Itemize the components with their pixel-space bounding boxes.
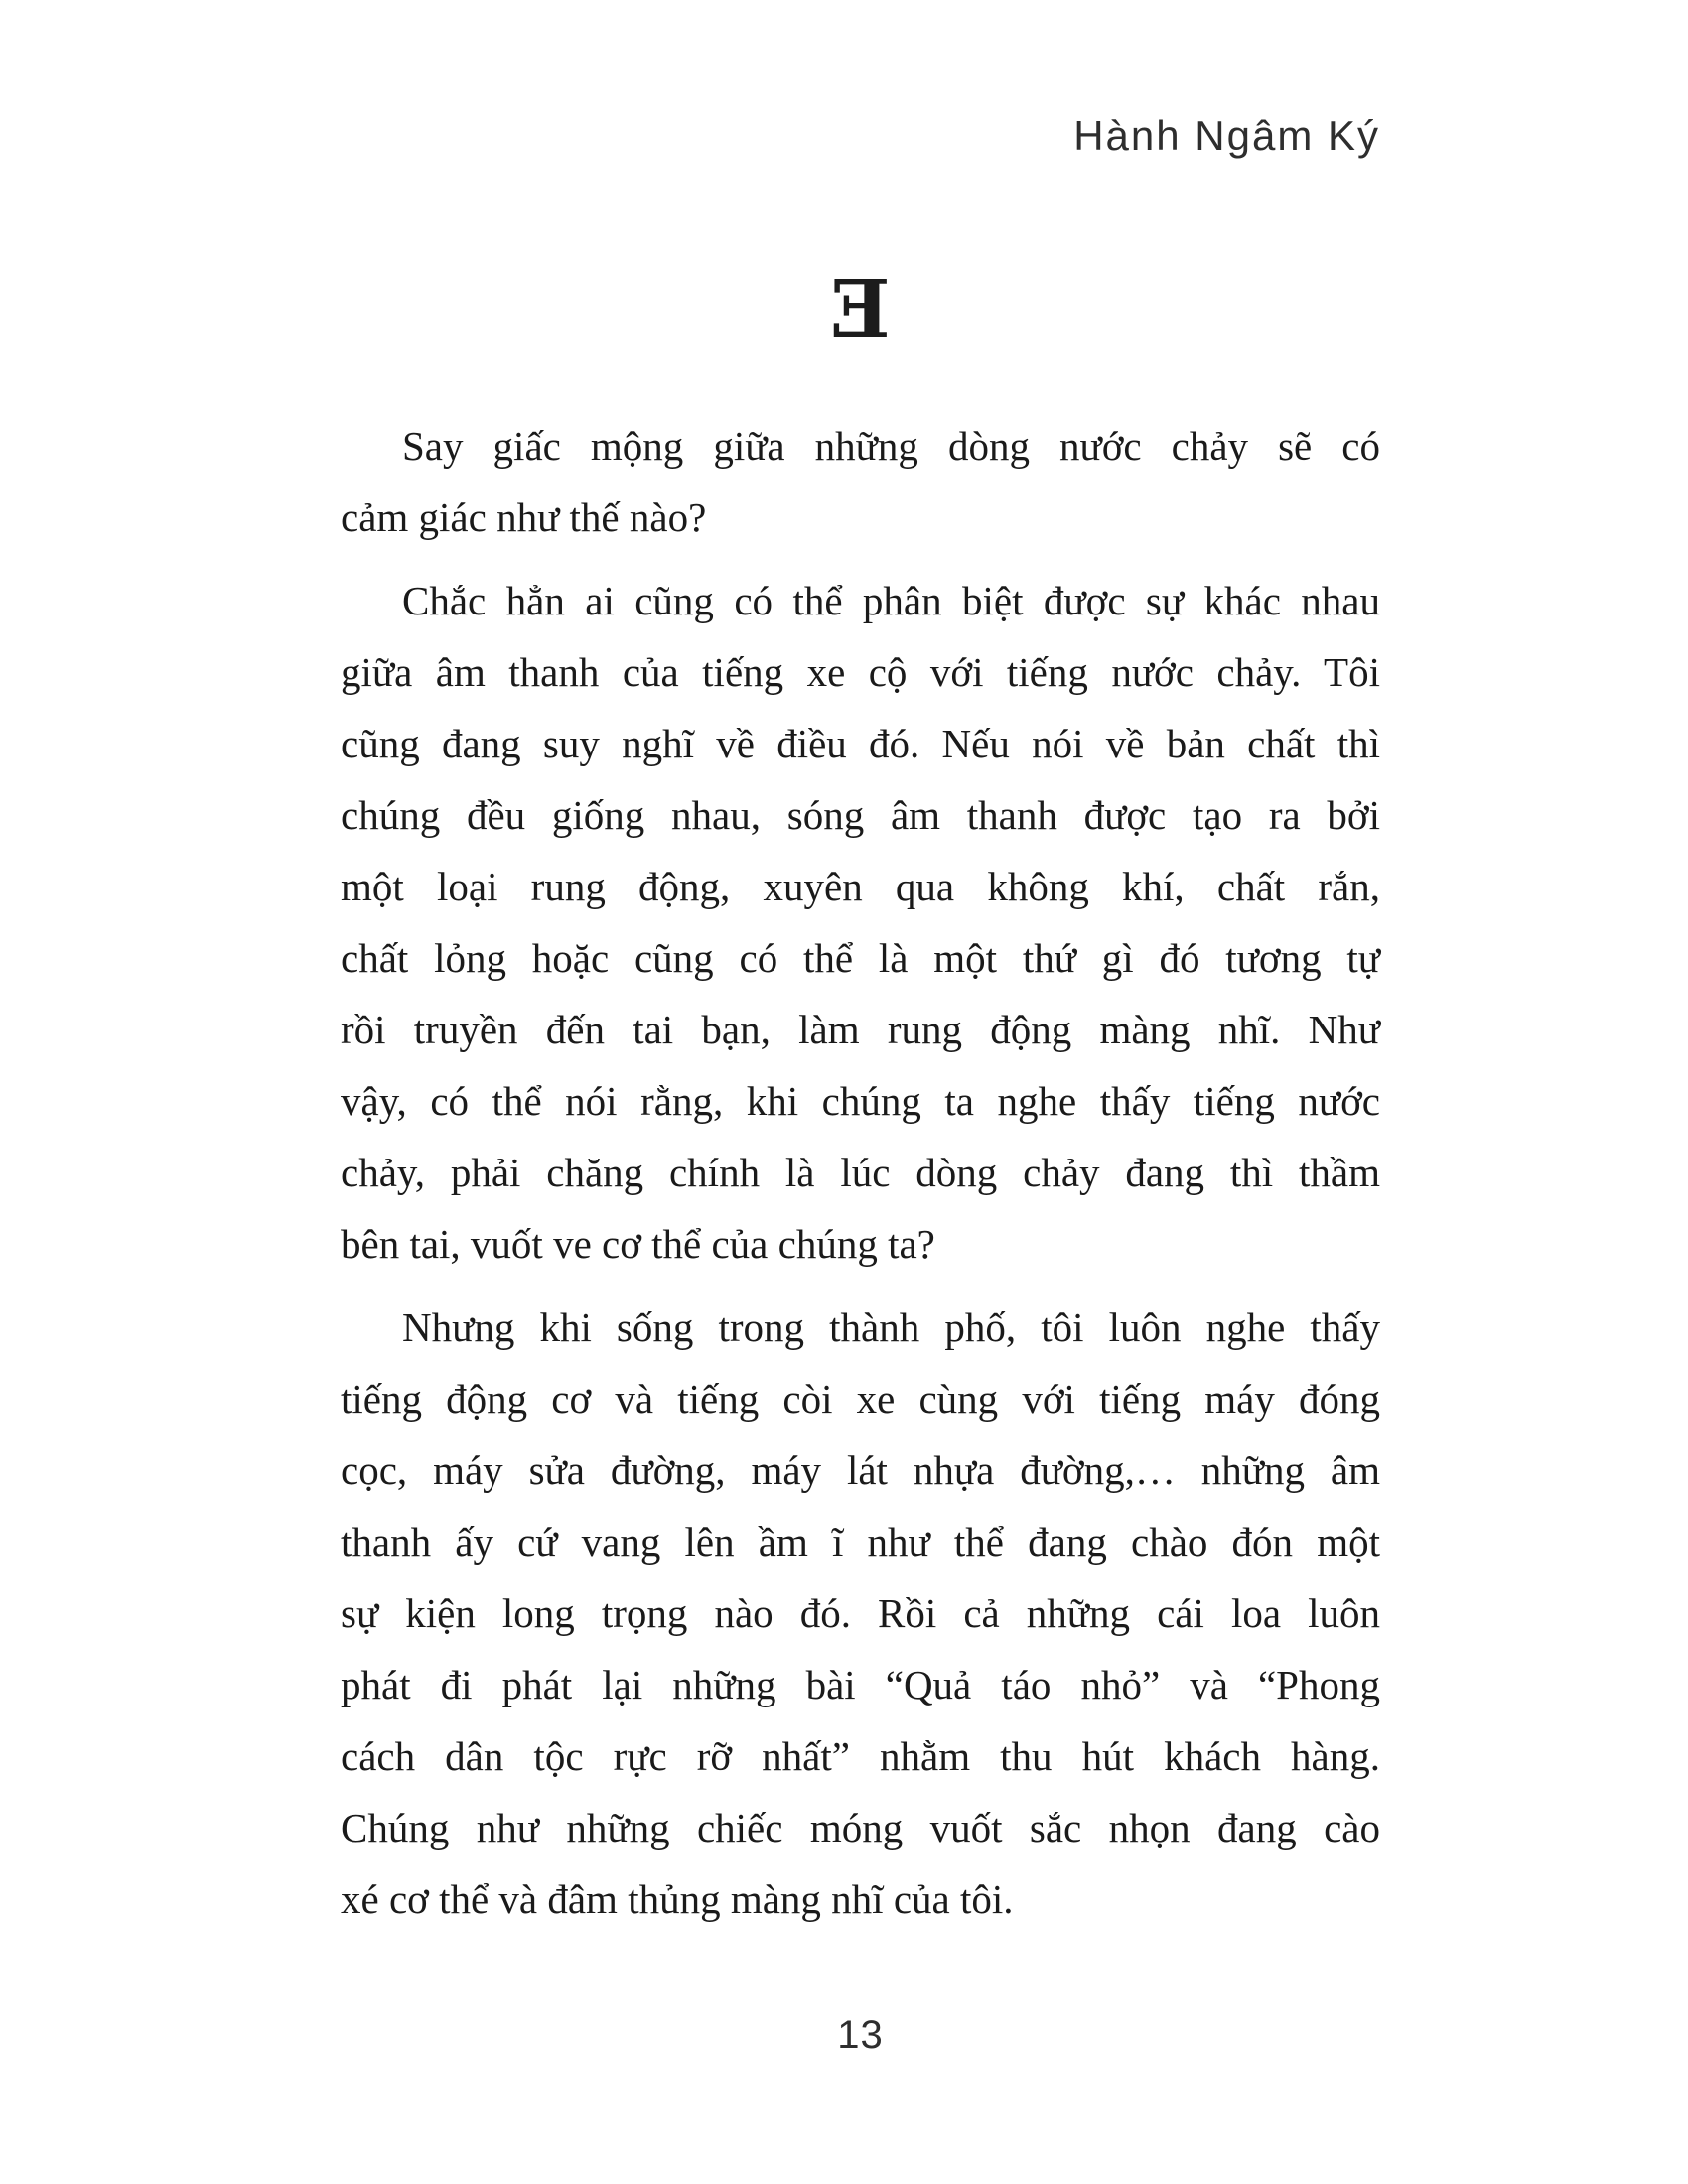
text-line: rồi truyền đến tai bạn, làm rung động màng nhĩ. Như bbox=[341, 1007, 1380, 1052]
paragraph bbox=[341, 565, 1380, 1280]
text-line: Chúng như những chiếc móng vuốt sắc nhọn đang cào bbox=[341, 1805, 1380, 1850]
text-line: chảy, phải chăng chính là lúc dòng chảy đang thì thầm bbox=[341, 1150, 1380, 1195]
text-line: xé cơ thể và đâm thủng màng nhĩ của tôi. bbox=[341, 1876, 1014, 1922]
page-number: 13 bbox=[837, 2013, 884, 2057]
text-line: Nhưng khi sống trong thành phố, tôi luôn nghe thấy bbox=[402, 1304, 1380, 1350]
paragraph bbox=[341, 410, 1380, 553]
running-header: Hành Ngâm Ký bbox=[1073, 112, 1380, 159]
text-line: vậy, có thể nói rằng, khi chúng ta nghe thấy tiếng nước bbox=[341, 1078, 1380, 1124]
text-line: Say giấc mộng giữa những dòng nước chảy sẽ có bbox=[402, 423, 1380, 469]
text-line: chúng đều giống nhau, sóng âm thanh được tạo ra bởi bbox=[341, 792, 1380, 838]
text-line: giữa âm thanh của tiếng xe cộ với tiếng nước chảy. Tôi bbox=[341, 649, 1380, 695]
body-text bbox=[341, 410, 1380, 1935]
text-line: chất lỏng hoặc cũng có thể là một thứ gì đó tương tự bbox=[341, 935, 1380, 981]
text-line: cảm giác như thế nào? bbox=[341, 494, 707, 540]
text-line: phát đi phát lại những bài “Quả táo nhỏ” và “Phong bbox=[341, 1662, 1380, 1707]
paragraph bbox=[341, 1292, 1380, 1935]
text-line: cọc, máy sửa đường, máy lát nhựa đường,… những âm bbox=[341, 1447, 1380, 1493]
text-line: bên tai, vuốt ve cơ thể của chúng ta? bbox=[341, 1221, 935, 1267]
text-line: cũng đang suy nghĩ về điều đó. Nếu nói về bản chất thì bbox=[341, 721, 1380, 766]
text-line: tiếng động cơ và tiếng còi xe cùng với tiếng máy đóng bbox=[341, 1376, 1380, 1422]
text-line: Chắc hẳn ai cũng có thể phân biệt được sự khác nhau bbox=[402, 578, 1380, 623]
chapter-number: Ǝ bbox=[830, 262, 891, 355]
text-column bbox=[341, 0, 1380, 1935]
text-line: một loại rung động, xuyên qua không khí, chất rắn, bbox=[341, 864, 1380, 909]
text-line: cách dân tộc rực rỡ nhất” nhằm thu hút khách hàng. bbox=[341, 1733, 1380, 1779]
text-line: sự kiện long trọng nào đó. Rồi cả những cái loa luôn bbox=[341, 1590, 1380, 1636]
text-line: thanh ấy cứ vang lên ầm ĩ như thể đang chào đón một bbox=[341, 1519, 1380, 1565]
